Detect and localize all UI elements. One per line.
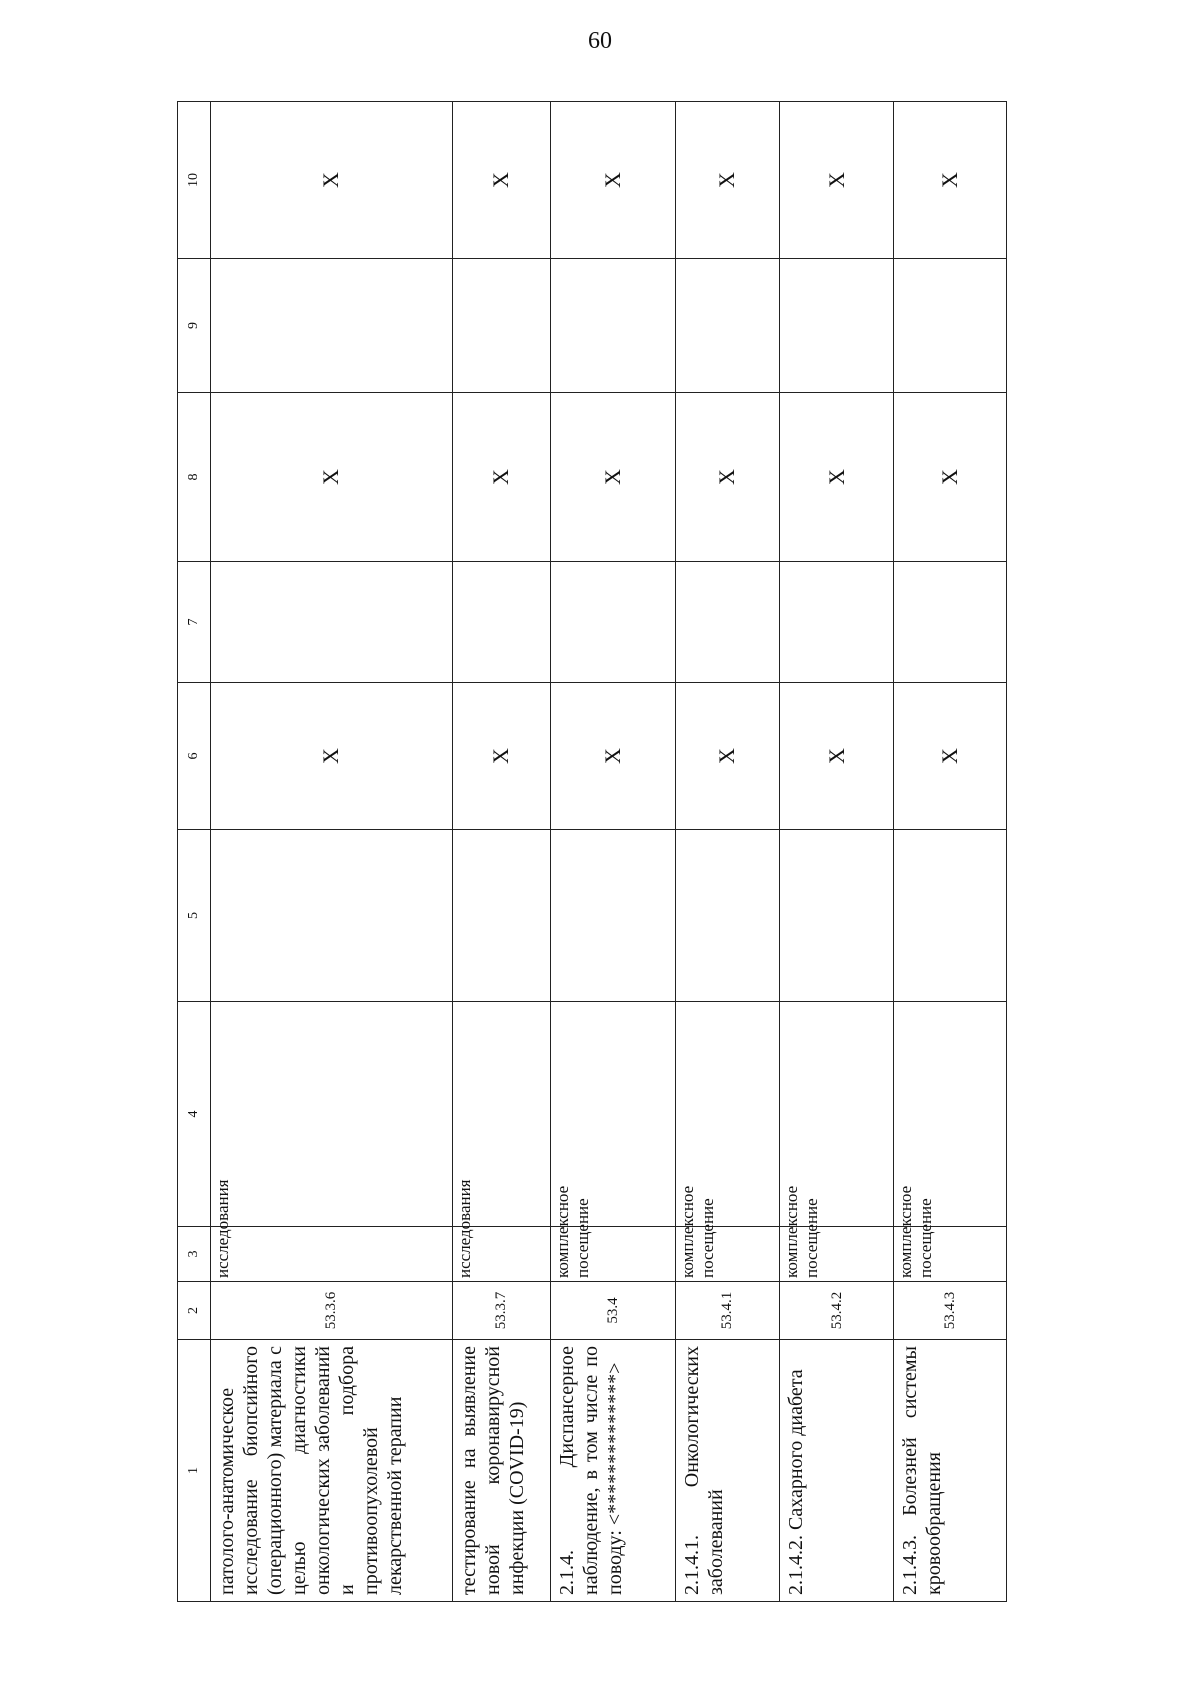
cell-col5 <box>210 830 452 1002</box>
column-header: 3 <box>178 1227 211 1282</box>
cell-col8: X <box>779 393 894 562</box>
cell-col9 <box>779 259 894 393</box>
cell-col5 <box>894 830 1007 1002</box>
cell-col6: X <box>550 683 675 830</box>
column-header: 5 <box>178 830 211 1002</box>
cell-col10: X <box>675 102 779 259</box>
row-name: 2.1.4.2. Сахарного диабета <box>779 1340 894 1602</box>
row-name: 2.1.4.1. Онкологических заболеваний <box>675 1340 779 1602</box>
cell-col8: X <box>210 393 452 562</box>
page-number: 60 <box>588 28 612 54</box>
row-name: 2.1.4.3. Болезней системы кровообращения <box>894 1340 1007 1602</box>
cell-col9 <box>550 259 675 393</box>
column-header: 7 <box>178 562 211 683</box>
row-code: 53.4 <box>550 1282 675 1340</box>
table-row <box>550 102 675 1602</box>
table-row <box>210 102 452 1602</box>
row-unit: комплексное посещение <box>894 1227 1007 1282</box>
row-name: тестирование на выявление новой коронавирусной инфекции (COVID-19) <box>452 1340 550 1602</box>
cell-col7 <box>779 562 894 683</box>
table-header-row <box>178 102 211 1602</box>
table-row <box>894 102 1007 1602</box>
column-header: 4 <box>178 1002 211 1227</box>
cell-col10: X <box>452 102 550 259</box>
row-unit: комплексное посещение <box>675 1227 779 1282</box>
cell-col10: X <box>210 102 452 259</box>
cell-col9 <box>452 259 550 393</box>
cell-col6: X <box>210 683 452 830</box>
cell-col9 <box>675 259 779 393</box>
cell-col8: X <box>675 393 779 562</box>
row-name: патолого-анатомическое исследование биопсийного (операционного) материала с целью диагностики онкологических заболеваний и подбора противоопухолевой лекарственной терапии <box>210 1340 452 1602</box>
rotated-table-container <box>177 102 1007 1602</box>
column-header: 10 <box>178 102 211 259</box>
cell-col4 <box>210 1002 452 1227</box>
row-unit: исследования <box>210 1227 452 1282</box>
cell-col7 <box>550 562 675 683</box>
cell-col5 <box>550 830 675 1002</box>
column-header: 2 <box>178 1282 211 1340</box>
data-table <box>177 101 1007 1602</box>
cell-col7 <box>210 562 452 683</box>
column-header: 9 <box>178 259 211 393</box>
row-name: 2.1.4. Диспансерное наблюдение, в том числе по поводу: <**************> <box>550 1340 675 1602</box>
column-header: 6 <box>178 683 211 830</box>
cell-col9 <box>210 259 452 393</box>
row-unit: комплексное посещение <box>779 1227 894 1282</box>
cell-col6: X <box>779 683 894 830</box>
cell-col8: X <box>550 393 675 562</box>
cell-col7 <box>894 562 1007 683</box>
table-row <box>779 102 894 1602</box>
cell-col7 <box>675 562 779 683</box>
row-unit: исследования <box>452 1227 550 1282</box>
table-row <box>452 102 550 1602</box>
cell-col6: X <box>675 683 779 830</box>
cell-col5 <box>779 830 894 1002</box>
cell-col5 <box>452 830 550 1002</box>
row-code: 53.3.7 <box>452 1282 550 1340</box>
row-code: 53.4.3 <box>894 1282 1007 1340</box>
cell-col8: X <box>452 393 550 562</box>
row-code: 53.3.6 <box>210 1282 452 1340</box>
cell-col9 <box>894 259 1007 393</box>
column-header: 1 <box>178 1340 211 1602</box>
cell-col6: X <box>452 683 550 830</box>
row-unit: комплексное посещение <box>550 1227 675 1282</box>
table-row <box>675 102 779 1602</box>
cell-col10: X <box>550 102 675 259</box>
row-code: 53.4.2 <box>779 1282 894 1340</box>
cell-col5 <box>675 830 779 1002</box>
cell-col7 <box>452 562 550 683</box>
cell-col6: X <box>894 683 1007 830</box>
cell-col10: X <box>779 102 894 259</box>
row-code: 53.4.1 <box>675 1282 779 1340</box>
column-header: 8 <box>178 393 211 562</box>
cell-col8: X <box>894 393 1007 562</box>
cell-col10: X <box>894 102 1007 259</box>
